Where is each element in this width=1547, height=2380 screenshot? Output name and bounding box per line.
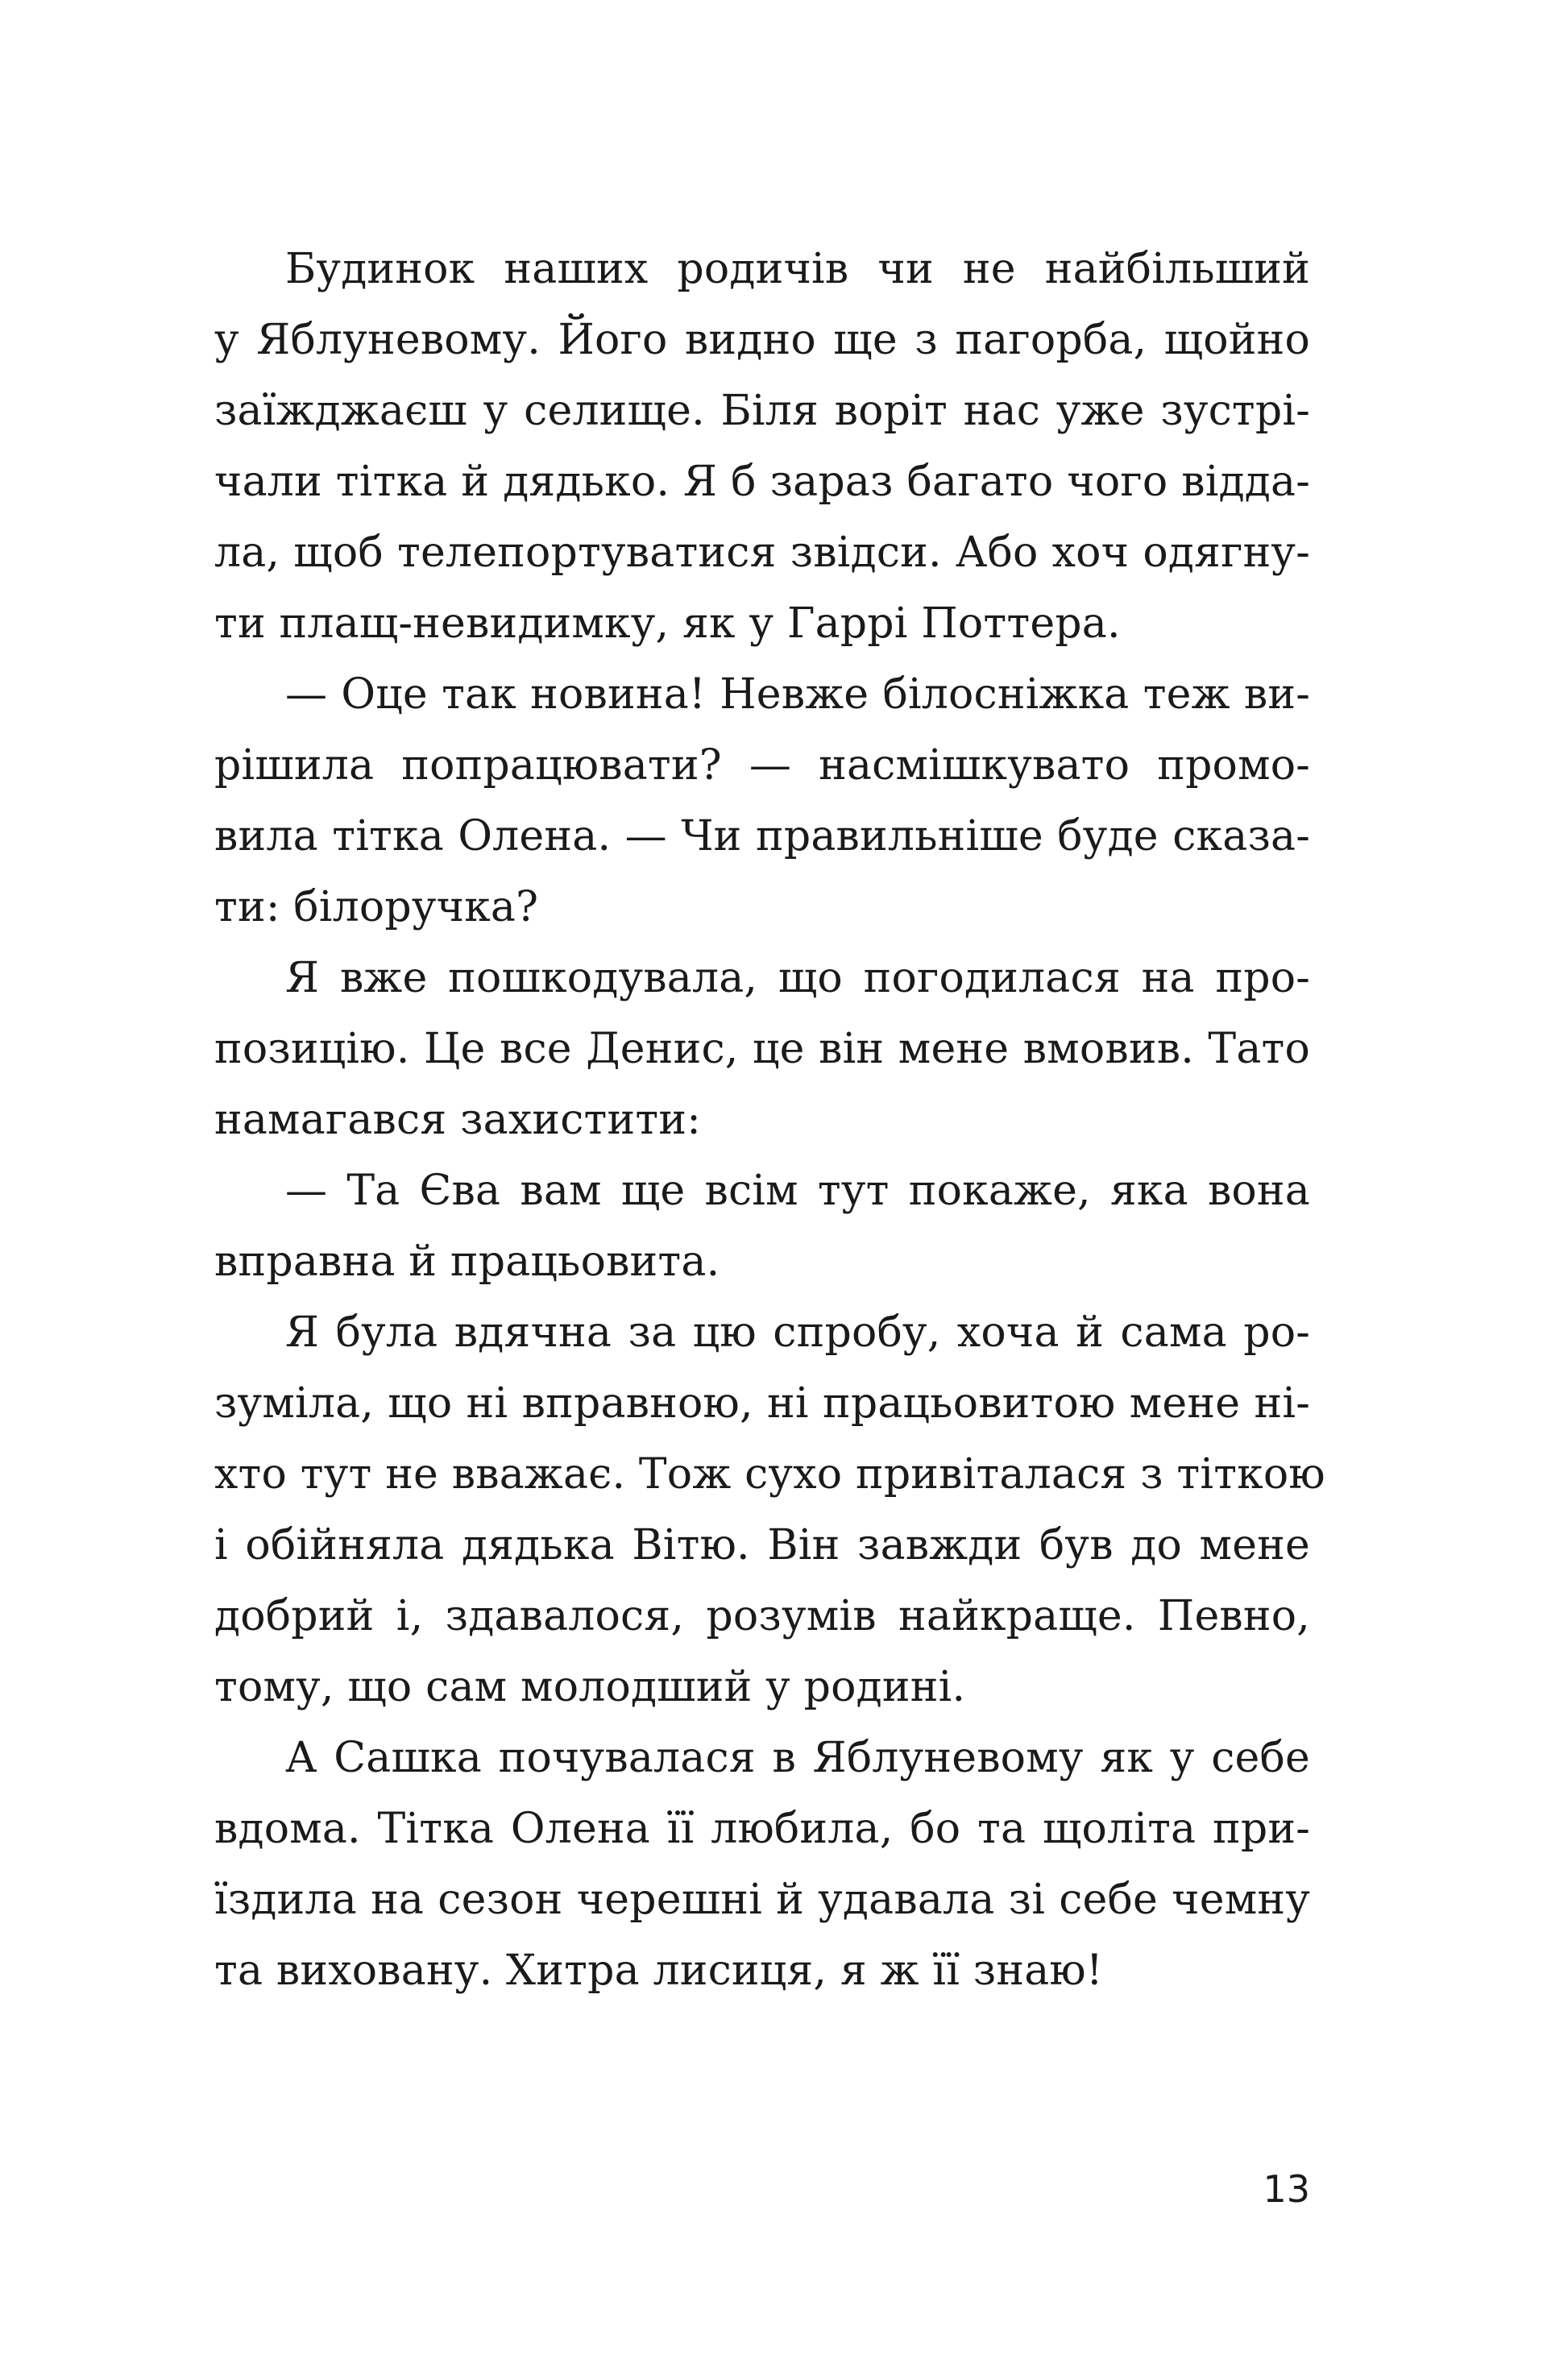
text-line: А Сашка почувалася в Яблуневому як у себе: [285, 1734, 1310, 1782]
text-line: ти: білоручка?: [214, 883, 539, 931]
text-line: — Оце так новина! Невже білосніжка теж ви-: [285, 670, 1310, 719]
text-line: ти плащ-невидимку, як у Гаррі Поттера.: [214, 599, 1121, 648]
text-line: і обійняла дядька Вітю. Він завжди був до мене: [214, 1521, 1310, 1569]
body-text: [214, 234, 1325, 2006]
text-line: Я вже пошкодувала, що погодилася на про-: [285, 954, 1310, 1002]
text-line: добрий і, здавалося, розумів найкраще. Певно,: [214, 1592, 1310, 1640]
text-line: тому, що сам молодший у родині.: [214, 1663, 966, 1711]
text-line: заїжджаєш у селище. Біля воріт нас уже зустрі-: [214, 387, 1310, 435]
text-line: ла, щоб телепортуватися звідси. Або хоч одягну-: [214, 529, 1310, 577]
text-line: — Та Єва вам ще всім тут покаже, яка вона: [285, 1167, 1310, 1215]
text-line: та виховану. Хитра лисиця, я ж її знаю!: [214, 1947, 1103, 1995]
text-line: у Яблуневому. Його видно ще з пагорба, щойно: [214, 316, 1310, 364]
text-line: їздила на сезон черешні й удавала зі себе чемну: [214, 1876, 1310, 1924]
text-line: Будинок наших родичів чи не найбільший: [285, 245, 1310, 293]
text-line: Я була вдячна за цю спробу, хоча й сама ро-: [285, 1308, 1310, 1357]
text-line: рішила попрацювати? — насмішкувато промо-: [214, 741, 1310, 790]
page-number: 13: [1263, 2167, 1310, 2211]
text-line: вправна й працьовита.: [214, 1238, 720, 1286]
text-line: вила тітка Олена. — Чи правильніше буде сказа-: [214, 812, 1310, 860]
text-line: вдома. Тітка Олена її любила, бо та щоліта при-: [214, 1805, 1310, 1853]
text-line: хто тут не вважає. Тож сухо привіталася з тіткою: [214, 1450, 1325, 1499]
text-line: намагався захистити:: [214, 1096, 701, 1144]
text-line: позицію. Це все Денис, це він мене вмовив. Тато: [214, 1025, 1310, 1073]
text-line: зуміла, що ні вправною, ні працьовитою мене ні-: [214, 1379, 1310, 1428]
text-line: чали тітка й дядько. Я б зараз багато чого відда-: [214, 458, 1310, 506]
